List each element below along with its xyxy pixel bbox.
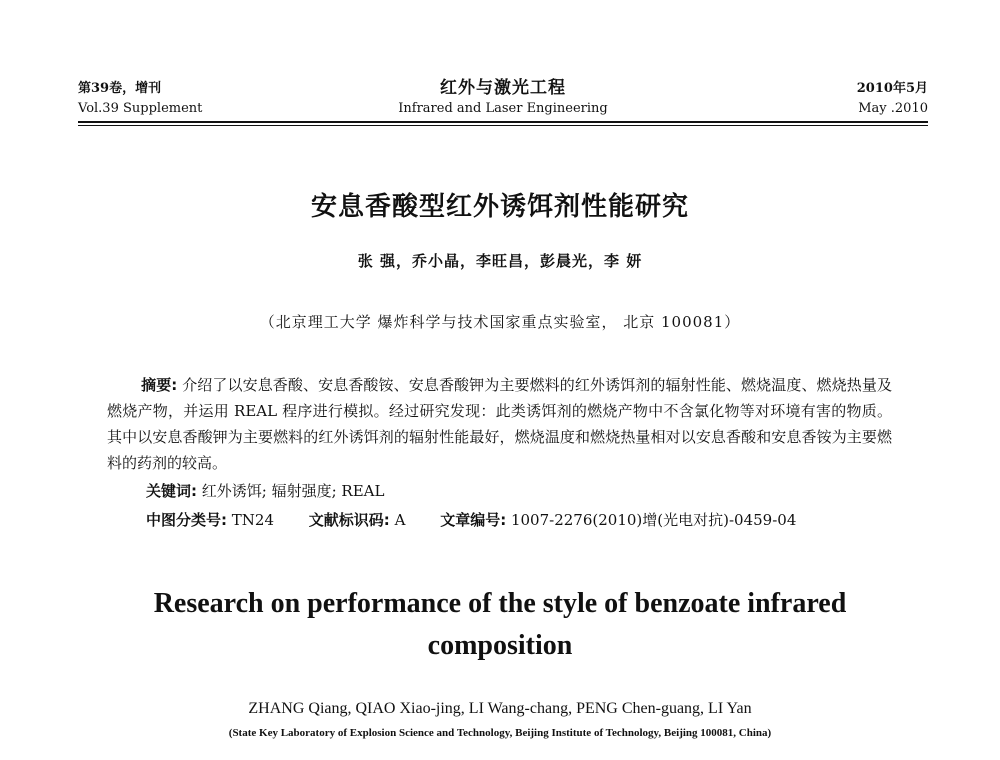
keywords-label: 关键词:	[146, 482, 197, 500]
clc-label: 中图分类号:	[146, 511, 227, 529]
journal-name	[78, 78, 928, 119]
abstract-text: 介绍了以安息香酸、安息香酸铵、安息香酸钾为主要燃料的红外诱饵剂的辐射性能、燃烧温度、燃烧热量及燃烧产物，并运用 REAL 程序进行模拟。经过研究发现：此类诱饵剂的燃烧产物中不含氯化物等对环境有害的物质。其中以安息香酸钾为主要燃料的红外诱饵剂的辐射性能最好，燃烧温度和燃烧热量相对以安息香酸和安息香铵为主要燃料的药剂的较高。	[107, 376, 892, 472]
volume-en: Vol.39 Supplement	[78, 101, 203, 116]
journal-name-cn: 红外与激光工程	[440, 78, 566, 98]
journal-header	[78, 78, 928, 122]
affiliation-cn: （北京理工大学 爆炸科学与技术国家重点实验室， 北京 100081）	[259, 313, 741, 331]
doc-code-value: A	[394, 511, 406, 529]
doc-code-label: 文献标识码:	[308, 511, 390, 529]
journal-name-en: Infrared and Laser Engineering	[398, 101, 608, 116]
abstract-label: 摘要:	[141, 376, 178, 394]
issue-date	[857, 78, 928, 119]
abstract-cn	[107, 372, 892, 476]
issue-date-en: May .2010	[858, 101, 928, 116]
keywords-value: 红外诱饵; 辐射强度; REAL	[201, 482, 385, 500]
article-no-value: 1007-2276(2010)增(光电对抗)-0459-04	[510, 511, 797, 529]
issue-date-cn: 2010年5月	[856, 81, 928, 96]
volume-cn: 第39卷，增刊	[78, 81, 162, 96]
article-no-label: 文章编号:	[440, 511, 507, 529]
classification-line	[146, 507, 900, 533]
authors-en: ZHANG Qiang, QIAO Xiao-jing, LI Wang-chang, PENG Chen-guang, LI Yan	[248, 700, 752, 717]
header-rule-thin	[78, 125, 928, 126]
affiliation-en: (State Key Laboratory of Explosion Science and Technology, Beijing Institute of Technology, Beijing 100081, China)	[228, 727, 772, 739]
keywords-line	[146, 478, 900, 504]
paper-title-en: Research on performance of the style of benzoate infrared composition	[153, 588, 847, 661]
clc-value: TN24	[231, 511, 274, 529]
paper-title-cn: 安息香酸型红外诱饵剂性能研究	[310, 192, 689, 222]
authors-cn: 张 强，乔小晶，李旺昌，彭晨光，李 妍	[357, 252, 643, 270]
header-rule-thick	[78, 121, 928, 123]
